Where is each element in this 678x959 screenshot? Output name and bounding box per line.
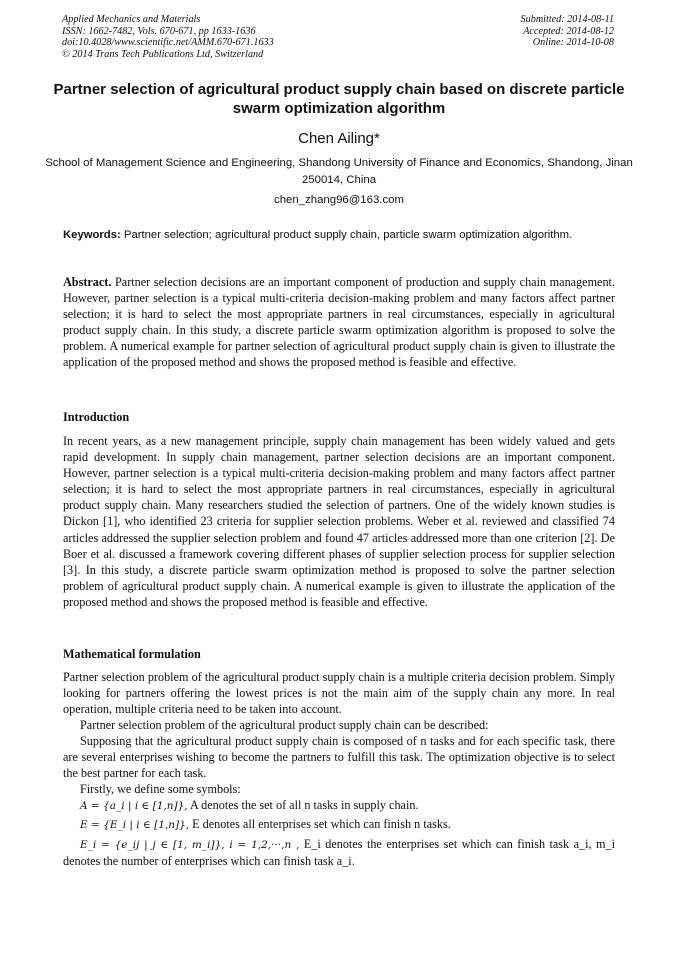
formulation-paragraph-3: Supposing that the agricultural product supply chain is composed of n tasks and for each specific task, there are several enterprises wishing to become the partners to fulfill this task. The optimization objective is to select the best partner for each task. xyxy=(63,734,615,781)
journal-header-right xyxy=(521,14,614,49)
formulation-paragraph-2: Partner selection problem of the agricultural product supply chain can be described: xyxy=(80,718,489,732)
author-affiliation: School of Management Science and Engineering, Shandong University of Finance and Economics, Shandong, Jinan 250014, China xyxy=(45,157,633,186)
abstract xyxy=(63,274,615,371)
author-name: Chen Ailing* xyxy=(298,130,380,147)
journal-doi: doi:10.4028/www.scientific.net/AMM.670-671.1633 xyxy=(62,37,274,49)
author-email: chen_zhang96@163.com xyxy=(274,194,404,206)
accepted-date: Accepted: 2014-08-12 xyxy=(523,25,614,37)
online-date: Online: 2014-10-08 xyxy=(532,37,614,49)
symbol-e-formula: E = {E_i | i ∈ [1,n]}, xyxy=(80,819,190,831)
symbol-ei-text: E_i denotes the enterprises set which can finish task a_i, m_i denotes the number of enterprises which can finish task a_i. xyxy=(63,837,616,869)
abstract-label: Abstract. xyxy=(63,275,112,289)
formulation-paragraph-1: Partner selection problem of the agricultural product supply chain is a multiple criteria decision problem. Simply looking for partners offering the lowest prices is not the main aim of the supply chain any more. In real operation, multiple criteria need to be taken into account. xyxy=(63,670,615,717)
symbol-a-formula: A = {a_i | i ∈ [1,n]}, xyxy=(80,800,188,812)
journal-issn: ISSN: 1662-7482, Vols. 670-671, pp 1633-1636 xyxy=(62,25,256,37)
keywords-label: Keywords: xyxy=(63,229,121,241)
keywords-text: Partner selection; agricultural product supply chain, particle swarm optimization algorithm. xyxy=(120,229,573,241)
journal-copyright: © 2014 Trans Tech Publications Ltd, Switzerland xyxy=(62,48,264,60)
formulation-heading: Mathematical formulation xyxy=(63,647,201,661)
symbol-e-text: E denotes all enterprises set which can finish n tasks. xyxy=(189,817,451,831)
formulation-paragraph-4: Firstly, we define some symbols: xyxy=(80,782,241,796)
symbol-e-definition xyxy=(80,816,615,833)
keywords xyxy=(63,227,615,244)
paper-title: Partner selection of agricultural product supply chain based on discrete particle swarm optimization algorithm xyxy=(53,81,625,117)
introduction-text: In recent years, as a new management principle, supply chain management has been widely valued and gets rapid development. In supply chain management, partner selection decisions are an important component. However, partner selection is a typical multi-criteria decision-making problem and many factors affect partner selection; it is hard to select the most appropriate partners in real circumstances, especially in agricultural product supply chain. Many researchers studied the selection of partners. One of the widely known studies is Dickon [1], who identified 23 criteria for supplier selection problems. Weber et al. reviewed and classified 74 articles addressed the supplier selection problem and found 47 articles addressed more than one criterion [2]. De Boer et al. discussed a framework covering different phases of supplier selection process for supplier selection [3]. In this study, a discrete particle swarm optimization method is proposed to solve the partner selection problem of agricultural product supply chain. A numerical example is given to illustrate the application of the proposed method and shows the proposed method is feasible and effective. xyxy=(63,434,615,609)
symbol-a-text: A denotes the set of all n tasks in supply chain. xyxy=(187,798,419,812)
abstract-text: Partner selection decisions are an important component of production and supply chain management. However, partner selection is a typical multi-criteria decision-making problem and many factors affect partner selection; it is hard to select the most appropriate partners in real circumstances, especially in agricultural product supply chain. In this study, a discrete particle swarm optimization algorithm is proposed to solve the problem. A numerical example for partner selection of agricultural product supply chain is given to illustrate the application of the proposed method and shows the proposed method is feasible and effective. xyxy=(63,275,615,370)
journal-header-left xyxy=(62,14,274,60)
symbol-ei-definition xyxy=(63,836,615,869)
submitted-date: Submitted: 2014-08-11 xyxy=(520,14,614,25)
introduction-heading: Introduction xyxy=(63,410,130,424)
symbol-ei-formula: E_i = {e_ij | j ∈ [1, m_i]}, i = 1,2,···,n , xyxy=(80,839,300,851)
journal-name: Applied Mechanics and Materials xyxy=(62,14,201,25)
symbol-a-definition xyxy=(80,797,615,814)
